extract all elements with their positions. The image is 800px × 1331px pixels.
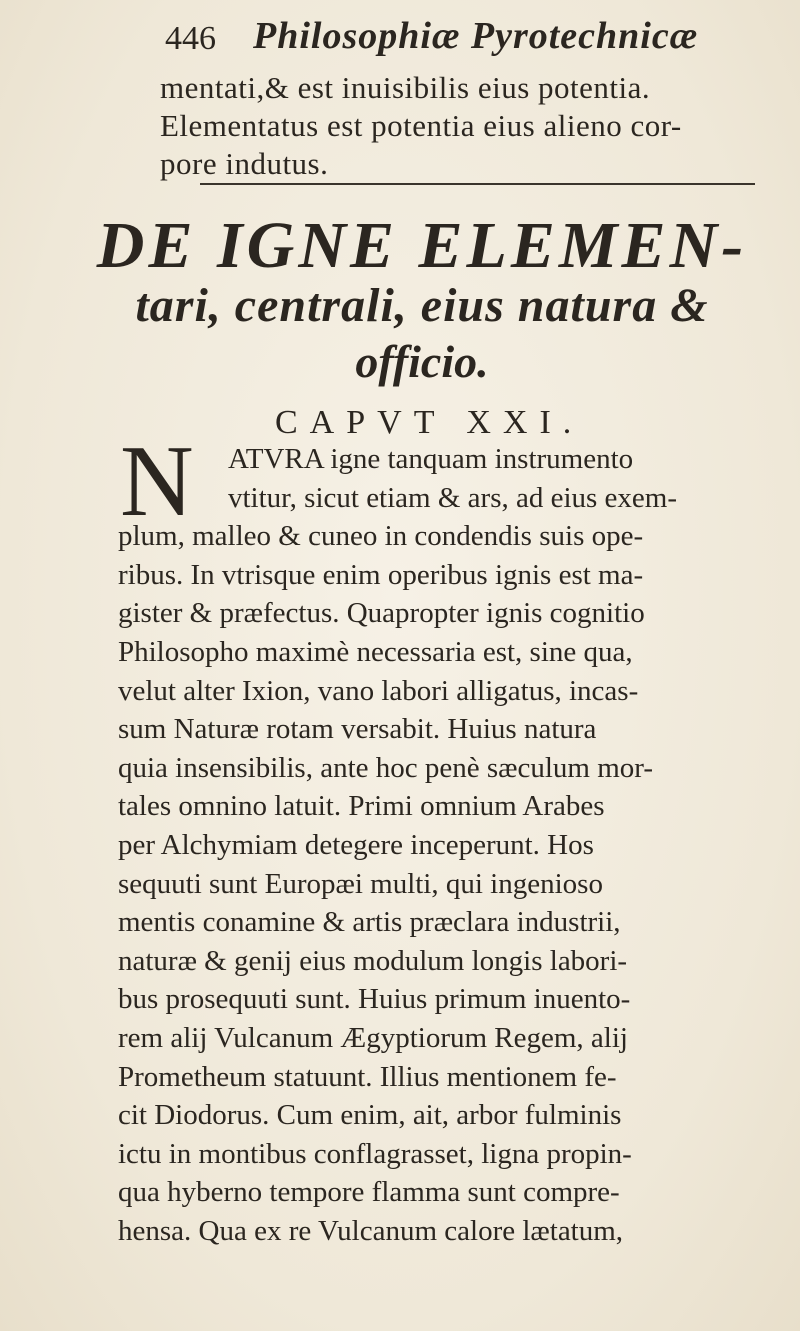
intro-line: pore indutus.: [160, 146, 329, 181]
body-line: Philosopho maximè necessaria est, sine qua,: [118, 635, 633, 668]
body-line: tales omnino latuit. Primi omnium Arabes: [118, 790, 605, 823]
body-line: vtitur, sicut etiam & ars, ad eius exem-: [228, 481, 678, 514]
chapter-title-line-2: tari, centrali, eius natura &: [135, 279, 709, 332]
body-line: ictu in montibus conflagrasset, ligna propin-: [118, 1137, 632, 1170]
body-line: velut alter Ixion, vano labori alligatus, incas-: [118, 674, 639, 707]
body-line: ribus. In vtrisque enim operibus ignis est ma-: [118, 558, 644, 591]
body-line: per Alchymiam detegere inceperunt. Hos: [118, 828, 594, 861]
intro-line: mentati,& est inuisibilis eius potentia.: [160, 70, 651, 105]
chapter-title-line-3: officio.: [355, 336, 489, 387]
drop-capital: N: [120, 425, 194, 538]
body-line: plum, malleo & cuneo in condendis suis ope-: [118, 520, 644, 553]
body-text: [118, 440, 768, 1250]
body-line: ATVRA igne tanquam instrumento: [228, 443, 634, 475]
body-line: sequuti sunt Europæi multi, qui ingenioso: [118, 867, 603, 900]
section-divider: [200, 183, 755, 185]
chapter-title-line-1: DE IGNE ELEMEN-: [96, 209, 748, 282]
page-number: 446: [165, 20, 216, 57]
chapter-number: CAPVT XXI.: [275, 404, 584, 441]
body-line: sum Naturæ rotam versabit. Huius natura: [118, 713, 597, 746]
page-header: [165, 14, 745, 70]
intro-line: Elementatus est potentia eius alieno cor-: [160, 108, 682, 143]
body-line: mentis conamine & artis præclara industrii,: [118, 906, 621, 939]
running-title: Philosophiæ Pyrotechnicæ: [253, 15, 699, 57]
body-line: Prometheum statuunt. Illius mentionem fe-: [118, 1060, 617, 1093]
body-line: bus prosequuti sunt. Huius primum inuento-: [118, 983, 631, 1016]
body-line: hensa. Qua ex re Vulcanum calore lætatum,: [118, 1214, 624, 1247]
body-line: quia insensibilis, ante hoc penè sæculum mor-: [118, 751, 654, 784]
body-line: cit Diodorus. Cum enim, ait, arbor fulminis: [118, 1099, 622, 1132]
body-line: rem alij Vulcanum Ægyptiorum Regem, alij: [118, 1021, 628, 1054]
body-line: qua hyberno tempore flamma sunt compre-: [118, 1176, 620, 1209]
body-line: gister & præfectus. Quapropter ignis cognitio: [118, 597, 645, 630]
body-line: naturæ & genij eius modulum longis labori-: [118, 944, 628, 977]
